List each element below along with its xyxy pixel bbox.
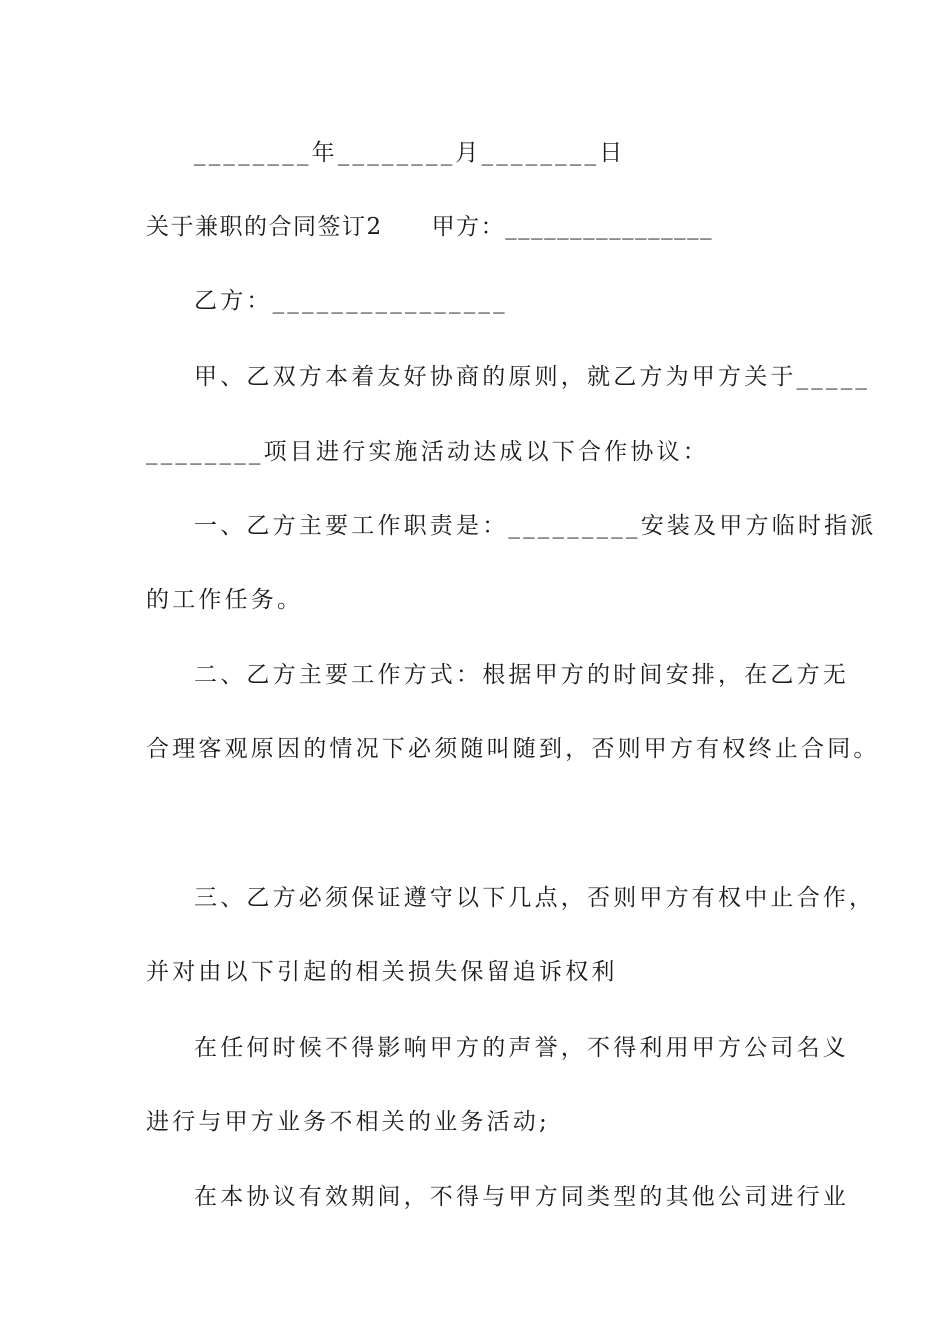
clause-1-line-1: 一、乙方主要工作职责是：_________安装及甲方临时指派 xyxy=(194,513,877,539)
clause-3-line-2: 并对由以下引起的相关损失保留追诉权利 xyxy=(146,959,618,985)
clause-3-line-1: 三、乙方必须保证遵守以下几点，否则甲方有权中止合作， xyxy=(194,885,876,911)
intro-paragraph-line-2: ________项目进行实施活动达成以下合作协议： xyxy=(146,439,709,465)
clause-3-item-2-line-1: 在本协议有效期间，不得与甲方同类型的其他公司进行业 xyxy=(194,1184,849,1210)
clause-3-item-1-line-2: 进行与甲方业务不相关的业务活动; xyxy=(146,1109,550,1135)
intro-paragraph-line-1: 甲、乙双方本着友好协商的原则，就乙方为甲方关于_____ xyxy=(194,364,871,390)
clause-1-line-2: 的工作任务。 xyxy=(146,587,304,613)
party-b-line: 乙方：________________ xyxy=(194,288,508,314)
clause-3-item-1-line-1: 在任何时候不得影响甲方的声誉，不得利用甲方公司名义 xyxy=(194,1035,849,1061)
clause-2-line-1: 二、乙方主要工作方式：根据甲方的时间安排，在乙方无 xyxy=(194,662,849,688)
title-and-party-a-line: 关于兼职的合同签订2 甲方：________________ xyxy=(146,214,714,240)
date-line: ________年________月________日 xyxy=(194,140,626,166)
clause-2-line-2: 合理客观原因的情况下必须随叫随到，否则甲方有权终止合同。 xyxy=(146,736,880,762)
